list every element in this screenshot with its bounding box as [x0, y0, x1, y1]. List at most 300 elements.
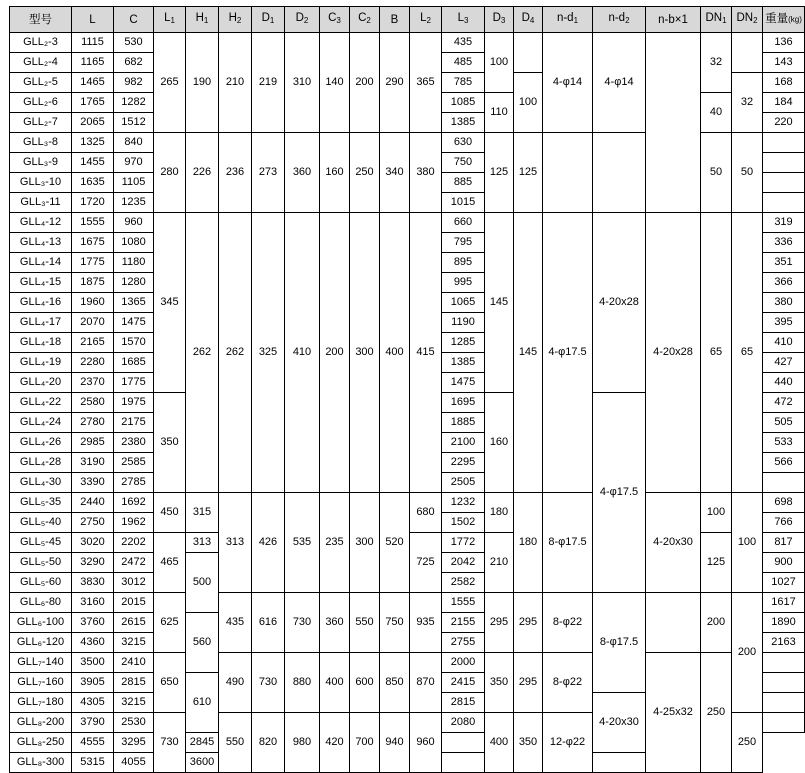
weight-cell: 1890 — [763, 613, 805, 633]
dn1-cell: 40 — [701, 93, 732, 133]
weight-cell: 143 — [763, 53, 805, 73]
weight-cell — [442, 733, 485, 753]
model-cell: GLL₄-17 — [10, 313, 72, 333]
l3-cell: 1015 — [442, 193, 485, 213]
model-cell: GLL₅-40 — [10, 513, 72, 533]
d1-cell: 426 — [252, 493, 285, 593]
weight-cell — [763, 153, 805, 173]
nd2-cell: 4-φ17.5 — [593, 393, 646, 593]
c-cell: 970 — [114, 153, 154, 173]
nd1-cell: 8-φ22 — [543, 653, 593, 713]
l3-cell: 750 — [442, 153, 485, 173]
c-cell: 1180 — [114, 253, 154, 273]
l3-cell: 2582 — [442, 573, 485, 593]
weight-cell — [763, 673, 805, 693]
header-c2: $C_2$ — [350, 7, 380, 33]
l-cell: 4360 — [72, 633, 114, 653]
c3-cell: 200 — [320, 213, 350, 493]
l-cell: 2370 — [72, 373, 114, 393]
c-cell: 982 — [114, 73, 154, 93]
header-dn1: $DN_1$ — [701, 7, 732, 33]
dn1-cell: 200 — [701, 593, 732, 653]
header-d3: $D_3$ — [485, 7, 514, 33]
weight-cell: 817 — [763, 533, 805, 553]
l2-cell: 725 — [410, 533, 442, 593]
h1-cell: 262 — [186, 213, 219, 493]
l3-cell: 1475 — [442, 373, 485, 393]
c-cell: 3012 — [114, 573, 154, 593]
nd1-cell: 8-φ22 — [543, 593, 593, 653]
table-row — [10, 593, 805, 613]
nd2-cell — [593, 133, 646, 213]
l3-cell: 995 — [442, 273, 485, 293]
weight-cell — [763, 133, 805, 153]
d2-cell: 410 — [285, 213, 320, 493]
l3-cell: 1232 — [442, 493, 485, 513]
c3-cell: 160 — [320, 133, 350, 213]
l-cell: 4555 — [72, 733, 114, 753]
l3-cell: 1285 — [442, 333, 485, 353]
weight-cell: 395 — [763, 313, 805, 333]
nd2-cell — [442, 753, 485, 773]
h2-cell: 262 — [219, 213, 252, 493]
l-cell: 3790 — [72, 713, 114, 733]
model-cell: GLL₄-19 — [10, 353, 72, 373]
nd1-cell: 4-φ14 — [543, 33, 593, 133]
l3-cell: 1190 — [442, 313, 485, 333]
l-cell: 2750 — [72, 513, 114, 533]
header-nd1: $n-d_1$ — [543, 7, 593, 33]
model-cell: GLL₄-18 — [10, 333, 72, 353]
dn2-cell: 32 — [732, 73, 763, 133]
weight-cell: 472 — [763, 393, 805, 413]
table-row — [10, 213, 805, 233]
l3-cell: 2155 — [442, 613, 485, 633]
weight-cell: 380 — [763, 293, 805, 313]
l2-cell: 415 — [410, 213, 442, 493]
l-cell: 1165 — [72, 53, 114, 73]
c-cell: 3215 — [114, 693, 154, 713]
model-cell: GLL₇-140 — [10, 653, 72, 673]
header-nbx1: n-b×1 — [646, 7, 701, 33]
h2-cell: 490 — [219, 653, 252, 713]
nd2-cell: 4-20x28 — [593, 213, 646, 393]
l3-cell: 1085 — [442, 93, 485, 113]
l-cell: 3160 — [72, 593, 114, 613]
c3-cell: 400 — [320, 653, 350, 713]
h1-cell: 315 — [186, 493, 219, 533]
weight-cell: 168 — [763, 73, 805, 93]
weight-cell: 566 — [763, 453, 805, 473]
dn1-cell: 32 — [701, 33, 732, 93]
header-l: L — [72, 7, 114, 33]
weight-cell: 427 — [763, 353, 805, 373]
model-cell: GLL₆-120 — [10, 633, 72, 653]
model-cell: GLL₃-10 — [10, 173, 72, 193]
model-cell: GLL₄-16 — [10, 293, 72, 313]
weight-cell: 533 — [763, 433, 805, 453]
weight-cell: 900 — [763, 553, 805, 573]
h2-cell: 236 — [219, 133, 252, 213]
weight-cell: 351 — [763, 253, 805, 273]
d2-cell: 360 — [285, 133, 320, 213]
d3-cell: 210 — [485, 533, 514, 593]
nd1-cell — [543, 133, 593, 213]
c-cell: 1235 — [114, 193, 154, 213]
model-cell: GLL₂-3 — [10, 33, 72, 53]
dn2-cell: 100 — [732, 493, 763, 593]
table-row — [10, 493, 805, 513]
weight-cell: 220 — [763, 113, 805, 133]
d2-cell: 880 — [285, 653, 320, 713]
l3-cell: 2000 — [442, 653, 485, 673]
c-cell: 1280 — [114, 273, 154, 293]
model-cell: GLL₂-5 — [10, 73, 72, 93]
header-d4: $D_4$ — [514, 7, 543, 33]
l1-cell: 450 — [154, 493, 186, 533]
h2-cell: 435 — [219, 593, 252, 653]
weight-cell: 336 — [763, 233, 805, 253]
d3-cell: 100 — [485, 33, 514, 93]
model-cell: GLL₄-28 — [10, 453, 72, 473]
model-cell: GLL₄-15 — [10, 273, 72, 293]
model-cell: GLL₂-4 — [10, 53, 72, 73]
weight-cell: 184 — [763, 93, 805, 113]
l3-cell: 2815 — [442, 693, 485, 713]
nbx1-cell: 4-20x30 — [646, 493, 701, 593]
c2-cell: 250 — [350, 133, 380, 213]
model-cell: GLL₄-13 — [10, 233, 72, 253]
weight-cell: 1027 — [763, 573, 805, 593]
weight-cell — [593, 753, 646, 773]
model-cell: GLL₄-20 — [10, 373, 72, 393]
b-cell: 400 — [380, 213, 410, 493]
c-cell: 1512 — [114, 113, 154, 133]
nd2-cell: 4-φ14 — [593, 33, 646, 133]
header-c3: $C_3$ — [320, 7, 350, 33]
l2-cell: 935 — [410, 593, 442, 653]
weight-cell: 410 — [763, 333, 805, 353]
c-cell: 1282 — [114, 93, 154, 113]
d2-cell: 980 — [285, 713, 320, 773]
header-c: C — [114, 7, 154, 33]
l3-cell: 2505 — [442, 473, 485, 493]
model-cell: GLL₄-14 — [10, 253, 72, 273]
l1-cell: 280 — [154, 133, 186, 213]
model-cell: GLL₄-24 — [10, 413, 72, 433]
weight-cell — [763, 173, 805, 193]
l-cell: 2070 — [72, 313, 114, 333]
l1-cell: 730 — [154, 713, 186, 773]
model-cell: GLL₅-60 — [10, 573, 72, 593]
nbx1-cell: 4-25x32 — [646, 653, 701, 773]
d3-cell: 295 — [485, 593, 514, 653]
weight-cell: 440 — [763, 373, 805, 393]
l-cell: 2165 — [72, 333, 114, 353]
d4-cell: 145 — [514, 213, 543, 493]
header-d2: $D_2$ — [285, 7, 320, 33]
l3-cell: 485 — [442, 53, 485, 73]
l-cell: 1960 — [72, 293, 114, 313]
l-cell: 2280 — [72, 353, 114, 373]
model-cell: GLL₃-9 — [10, 153, 72, 173]
model-cell: GLL₂-6 — [10, 93, 72, 113]
d4-cell: 295 — [514, 593, 543, 653]
table-row — [10, 653, 805, 673]
dn1-cell: 50 — [701, 133, 732, 213]
dn2-cell: 65 — [732, 213, 763, 493]
l2-cell: 960 — [410, 713, 442, 773]
model-cell: GLL₅-35 — [10, 493, 72, 513]
d1-cell: 820 — [252, 713, 285, 773]
l2-cell: 365 — [410, 33, 442, 133]
l-cell: 2580 — [72, 393, 114, 413]
weight-cell: 698 — [763, 493, 805, 513]
l3-cell: 1695 — [442, 393, 485, 413]
l1-cell: 650 — [154, 653, 186, 713]
header-l3: $L_3$ — [442, 7, 485, 33]
c-cell: 1080 — [114, 233, 154, 253]
c-cell: 960 — [114, 213, 154, 233]
c-cell: 2785 — [114, 473, 154, 493]
model-cell: GLL₇-160 — [10, 673, 72, 693]
c-cell: 1692 — [114, 493, 154, 513]
header-l2: $L_2$ — [410, 7, 442, 33]
l1-cell: 625 — [154, 593, 186, 653]
d1-cell: 219 — [252, 33, 285, 133]
h1-cell: 313 — [186, 533, 219, 553]
c-cell: 3295 — [114, 733, 154, 753]
l-cell: 2780 — [72, 413, 114, 433]
l-cell: 2065 — [72, 113, 114, 133]
d1-cell: 616 — [252, 593, 285, 653]
l-cell: 1775 — [72, 253, 114, 273]
l3-cell: 2080 — [442, 713, 485, 733]
nd2-cell: 8-φ17.5 — [593, 593, 646, 693]
l3-cell: 2755 — [442, 633, 485, 653]
spec-sheet — [0, 6, 802, 768]
weight-cell — [763, 693, 805, 713]
l3-cell: 2295 — [442, 453, 485, 473]
c-cell: 2175 — [114, 413, 154, 433]
header-weight: 重量(kg) — [763, 7, 805, 33]
d1-cell: 325 — [252, 213, 285, 493]
l-cell: 1465 — [72, 73, 114, 93]
nd1-cell: 4-φ17.5 — [543, 213, 593, 493]
c-cell: 530 — [114, 33, 154, 53]
nbx1-cell — [646, 593, 701, 653]
l-cell: 3190 — [72, 453, 114, 473]
h2-cell: 210 — [219, 33, 252, 133]
weight-cell — [763, 713, 805, 733]
weight-cell: 319 — [763, 213, 805, 233]
l-cell: 2440 — [72, 493, 114, 513]
weight-cell — [763, 653, 805, 673]
d3-cell: 145 — [485, 213, 514, 393]
l3-cell: 1065 — [442, 293, 485, 313]
dn1-cell: 250 — [701, 653, 732, 773]
b-cell: 520 — [380, 493, 410, 593]
l3-cell: 1885 — [442, 413, 485, 433]
l-cell: 3290 — [72, 553, 114, 573]
c-cell: 1475 — [114, 313, 154, 333]
c-cell: 1975 — [114, 393, 154, 413]
model-cell: GLL₃-11 — [10, 193, 72, 213]
c-cell: 1962 — [114, 513, 154, 533]
l1-cell: 465 — [154, 533, 186, 593]
l3-cell: 2845 — [186, 733, 219, 753]
l-cell: 1115 — [72, 33, 114, 53]
d4-cell: 180 — [514, 493, 543, 593]
dn1-cell: 65 — [701, 213, 732, 493]
c-cell: 682 — [114, 53, 154, 73]
nd1-cell: 12-φ22 — [543, 713, 593, 773]
l3-cell: 1385 — [442, 353, 485, 373]
dn1-cell: 100 — [701, 493, 732, 533]
header-l1: $L_1$ — [154, 7, 186, 33]
c-cell: 2585 — [114, 453, 154, 473]
d3-cell: 110 — [485, 93, 514, 133]
l-cell: 3760 — [72, 613, 114, 633]
l-cell: 2985 — [72, 433, 114, 453]
b-cell: 940 — [380, 713, 410, 773]
nbx1-cell — [646, 33, 701, 213]
l-cell: 1875 — [72, 273, 114, 293]
dn2-cell: 200 — [732, 593, 763, 713]
d3-cell: 125 — [485, 133, 514, 213]
d3-cell: 350 — [485, 653, 514, 713]
header-dn2: $DN_2$ — [732, 7, 763, 33]
c-cell: 4055 — [114, 753, 154, 773]
model-cell: GLL₃-8 — [10, 133, 72, 153]
b-cell: 290 — [380, 33, 410, 133]
c2-cell: 200 — [350, 33, 380, 133]
c3-cell: 235 — [320, 493, 350, 593]
c-cell: 840 — [114, 133, 154, 153]
model-cell: GLL₆-100 — [10, 613, 72, 633]
model-cell: GLL₆-80 — [10, 593, 72, 613]
model-cell: GLL₄-12 — [10, 213, 72, 233]
d1-cell: 273 — [252, 133, 285, 213]
weight-cell: 2163 — [763, 633, 805, 653]
d4-cell: 100 — [514, 73, 543, 133]
l-cell: 4305 — [72, 693, 114, 713]
dn2-cell: 250 — [732, 713, 763, 773]
header-b: B — [380, 7, 410, 33]
nd2-cell: 4-20x30 — [593, 693, 646, 753]
l3-cell: 435 — [442, 33, 485, 53]
c-cell: 2202 — [114, 533, 154, 553]
l-cell: 5315 — [72, 753, 114, 773]
weight-cell: 505 — [763, 413, 805, 433]
b-cell: 340 — [380, 133, 410, 213]
nd1-cell: 8-φ17.5 — [543, 493, 593, 593]
d2-cell: 310 — [285, 33, 320, 133]
c3-cell: 140 — [320, 33, 350, 133]
c-cell: 1570 — [114, 333, 154, 353]
c-cell: 2815 — [114, 673, 154, 693]
header-model: 型号 — [10, 7, 72, 33]
c2-cell: 300 — [350, 493, 380, 593]
model-cell: GLL₈-200 — [10, 713, 72, 733]
dn2-cell: 50 — [732, 133, 763, 213]
d2-cell: 535 — [285, 493, 320, 593]
l3-cell: 1555 — [442, 593, 485, 613]
c-cell: 1365 — [114, 293, 154, 313]
l3-cell: 2100 — [442, 433, 485, 453]
h1-cell: 610 — [186, 673, 219, 733]
h1-cell: 190 — [186, 33, 219, 133]
d3-cell: 180 — [485, 493, 514, 533]
weight-cell: 766 — [763, 513, 805, 533]
weight-cell: 136 — [763, 33, 805, 53]
d1-cell: 730 — [252, 653, 285, 713]
d3-cell: 160 — [485, 393, 514, 493]
l2-cell: 870 — [410, 653, 442, 713]
l-cell: 1675 — [72, 233, 114, 253]
l3-cell: 1502 — [442, 513, 485, 533]
l1-cell: 265 — [154, 33, 186, 133]
l-cell: 1720 — [72, 193, 114, 213]
model-cell: GLL₄-26 — [10, 433, 72, 453]
model-cell: GLL₄-22 — [10, 393, 72, 413]
model-cell: GLL₂-7 — [10, 113, 72, 133]
weight-cell: 366 — [763, 273, 805, 293]
l-cell: 3905 — [72, 673, 114, 693]
l3-cell: 785 — [442, 73, 485, 93]
l-cell: 1455 — [72, 153, 114, 173]
c-cell: 2410 — [114, 653, 154, 673]
dn1-cell: 125 — [701, 533, 732, 593]
b-cell: 750 — [380, 593, 410, 653]
l-cell: 1765 — [72, 93, 114, 113]
table-row — [10, 33, 805, 53]
c2-cell: 700 — [350, 713, 380, 773]
l-cell: 3020 — [72, 533, 114, 553]
c-cell: 2380 — [114, 433, 154, 453]
d4-cell: 350 — [514, 713, 543, 773]
table-body — [10, 33, 805, 773]
l1-cell: 345 — [154, 213, 186, 393]
header-nd2: $n-d_2$ — [593, 7, 646, 33]
l3-cell: 895 — [442, 253, 485, 273]
d3-cell: 400 — [485, 713, 514, 773]
c-cell: 1775 — [114, 373, 154, 393]
c2-cell: 550 — [350, 593, 380, 653]
model-cell: GLL₈-300 — [10, 753, 72, 773]
c2-cell: 600 — [350, 653, 380, 713]
d2-cell: 730 — [285, 593, 320, 653]
d4-cell: 125 — [514, 133, 543, 213]
c2-cell: 300 — [350, 213, 380, 493]
header-h1: $H_1$ — [186, 7, 219, 33]
l3-cell: 3600 — [186, 753, 219, 773]
l3-cell: 1772 — [442, 533, 485, 553]
l-cell: 1635 — [72, 173, 114, 193]
l2-cell: 380 — [410, 133, 442, 213]
l3-cell: 2415 — [442, 673, 485, 693]
l3-cell: 660 — [442, 213, 485, 233]
l3-cell: 2042 — [442, 553, 485, 573]
l1-cell: 350 — [154, 393, 186, 493]
h1-cell: 500 — [186, 553, 219, 613]
h1-cell: 560 — [186, 613, 219, 673]
weight-cell — [763, 473, 805, 493]
d4-cell — [514, 33, 543, 73]
l3-cell: 885 — [442, 173, 485, 193]
dn2-cell — [732, 33, 763, 73]
h1-cell: 226 — [186, 133, 219, 213]
